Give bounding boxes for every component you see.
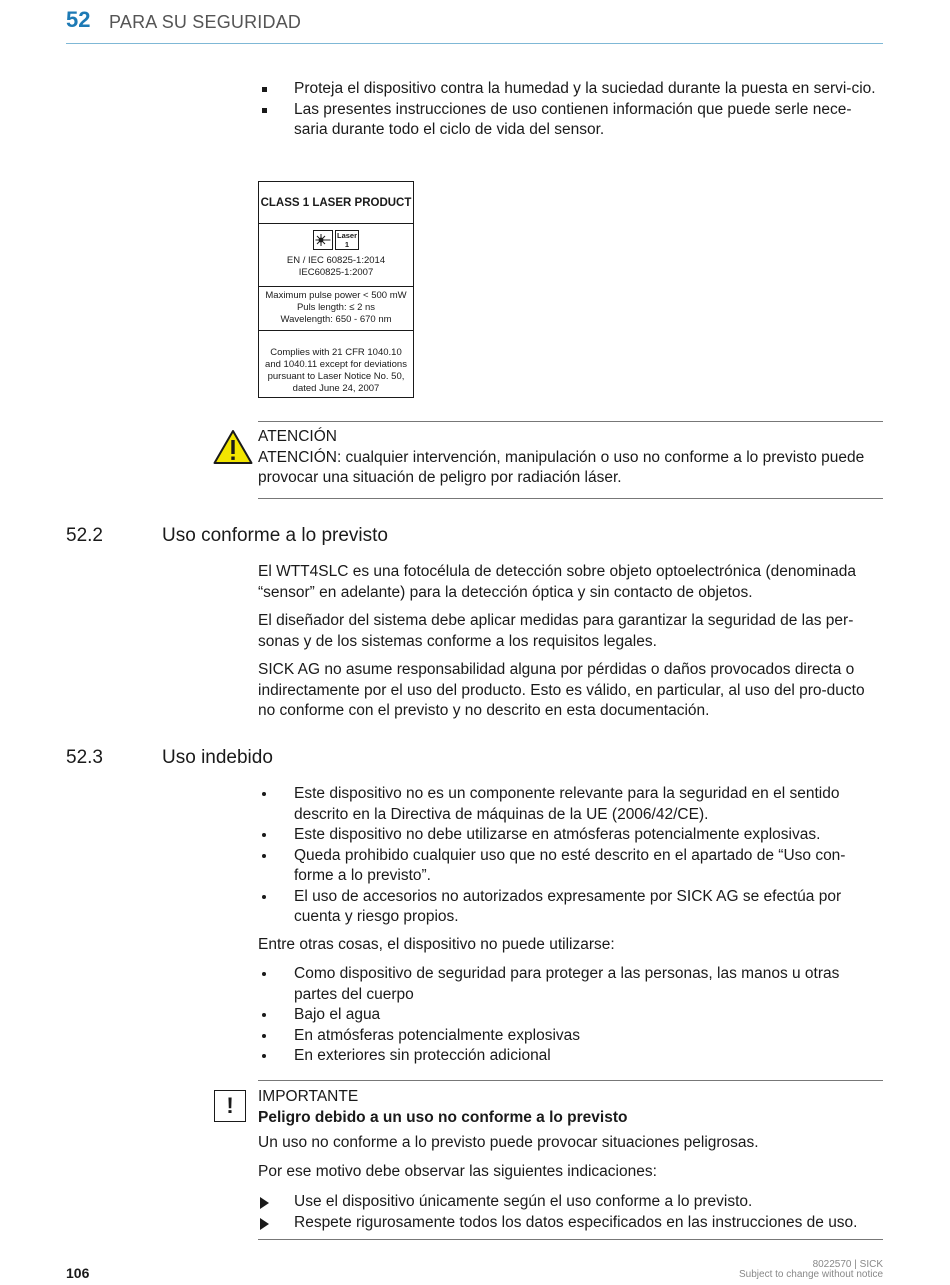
prohibited-uses-list bbox=[258, 964, 883, 1067]
list-item: En atmósferas potencialmente explosivas bbox=[258, 1026, 883, 1047]
chapter-number: 52 bbox=[66, 7, 91, 32]
list-item: Las presentes instrucciones de uso contienen información que puede serle nece-saria durante todo el ciclo de vida del sensor. bbox=[258, 100, 882, 141]
compliance-line: pursuant to Laser Notice No. 50, bbox=[267, 371, 405, 382]
section-title: Uso conforme a lo previsto bbox=[162, 525, 388, 546]
section-body bbox=[258, 562, 883, 722]
compliance-line: Complies with 21 CFR 1040.10 bbox=[270, 347, 402, 358]
list-item: Respete rigurosamente todos los datos especificados en las instrucciones de uso. bbox=[258, 1213, 888, 1234]
warning-text: ATENCIÓN: cualquier intervención, manipulación o uso no conforme a lo previsto puede provocar una situación de peligro por radiación láser. bbox=[258, 448, 865, 486]
list-item: Bajo el agua bbox=[258, 1005, 883, 1026]
document-reference: 8022570 | SICK bbox=[812, 1259, 883, 1270]
notice-bottom-rule bbox=[258, 1239, 883, 1240]
notice-title: IMPORTANTE bbox=[258, 1088, 359, 1105]
laser-label-compliance bbox=[259, 331, 413, 395]
list-item: En exteriores sin protección adicional bbox=[258, 1046, 883, 1067]
paragraph: Entre otras cosas, el dispositivo no puede utilizarse: bbox=[258, 936, 615, 953]
paragraph: SICK AG no asume responsabilidad alguna por pérdidas o daños provocados directa o indirectamente por el uso del producto. Esto es válido, en particular, al uso del pro-ducto no conforme con el previsto y no descrito en esta documentación. bbox=[258, 661, 865, 719]
laser-label-heading: CLASS 1 LASER PRODUCT bbox=[259, 182, 413, 224]
laser-class-number: 1 bbox=[344, 239, 350, 249]
section-number: 52.3 bbox=[66, 747, 103, 768]
laser-starburst-icon bbox=[313, 230, 333, 250]
warning-bottom-rule bbox=[258, 498, 883, 499]
laser-class-label bbox=[258, 181, 414, 398]
standard-line: IEC60825-1:2007 bbox=[298, 267, 374, 278]
section-number: 52.2 bbox=[66, 525, 103, 546]
paragraph: El diseñador del sistema debe aplicar medidas para garantizar la seguridad de las per-sonas y de los sistemas conforme a los requisitos legales. bbox=[258, 612, 854, 650]
list-item: Proteja el dispositivo contra la humedad y la suciedad durante la puesta en servi-cio. bbox=[258, 79, 882, 100]
spec-line: Wavelength: 650 - 670 nm bbox=[280, 314, 392, 325]
notice-block bbox=[258, 1087, 888, 1233]
intro-bullet-list bbox=[258, 79, 882, 141]
paragraph: Un uso no conforme a lo previsto puede provocar situaciones peligrosas. bbox=[258, 1134, 759, 1151]
list-item: Este dispositivo no debe utilizarse en atmósferas potencialmente explosivas. bbox=[258, 825, 883, 846]
warning-top-rule bbox=[258, 421, 883, 422]
misuse-bullet-list bbox=[258, 784, 883, 928]
laser-label-specs bbox=[259, 287, 413, 331]
footer-note: Subject to change without notice bbox=[739, 1269, 883, 1280]
exclamation-icon: ! bbox=[214, 1090, 246, 1122]
spec-line: Maximum pulse power < 500 mW bbox=[265, 290, 407, 301]
paragraph: El WTT4SLC es una fotocélula de detección sobre objeto optoelectrónica (denominada “sensor” en adelante) para la detección óptica y sin contacto de objetos. bbox=[258, 563, 856, 601]
chapter-title: PARA SU SEGURIDAD bbox=[109, 12, 302, 32]
laser-class-badge bbox=[335, 230, 359, 250]
standard-line: EN / IEC 60825-1:2014 bbox=[286, 255, 386, 266]
list-item: Este dispositivo no es un componente relevante para la seguridad en el sentido descrito en la Directiva de máquinas de la UE (2006/42/CE). bbox=[258, 784, 883, 825]
warning-block bbox=[258, 427, 888, 489]
header-divider bbox=[66, 43, 883, 44]
spec-line: Puls length: ≤ 2 ns bbox=[296, 302, 376, 313]
notice-subtitle: Peligro debido a un uso no conforme a lo previsto bbox=[258, 1108, 628, 1126]
list-item: Como dispositivo de seguridad para proteger a las personas, las manos u otras partes del cuerpo bbox=[258, 964, 883, 1005]
laser-class-word: Laser bbox=[336, 231, 357, 240]
list-item: El uso de accesorios no autorizados expresamente por SICK AG se efectúa por cuenta y riesgo propios. bbox=[258, 887, 883, 928]
warning-title: ATENCIÓN bbox=[258, 428, 337, 445]
list-item: Use el dispositivo únicamente según el uso conforme a lo previsto. bbox=[258, 1192, 888, 1213]
compliance-line: dated June 24, 2007 bbox=[292, 383, 380, 394]
list-item: Queda prohibido cualquier uso que no esté descrito en el apartado de “Uso con-forme a lo previsto”. bbox=[258, 846, 883, 887]
section-title: Uso indebido bbox=[162, 747, 273, 768]
warning-triangle-icon bbox=[213, 429, 253, 472]
paragraph: Por ese motivo debe observar las siguientes indicaciones: bbox=[258, 1162, 657, 1180]
notice-top-rule bbox=[258, 1080, 883, 1081]
laser-label-standards bbox=[259, 224, 413, 287]
instruction-list bbox=[258, 1192, 888, 1233]
page-number: 106 bbox=[66, 1265, 90, 1281]
compliance-line: and 1040.11 except for deviations bbox=[265, 359, 407, 370]
